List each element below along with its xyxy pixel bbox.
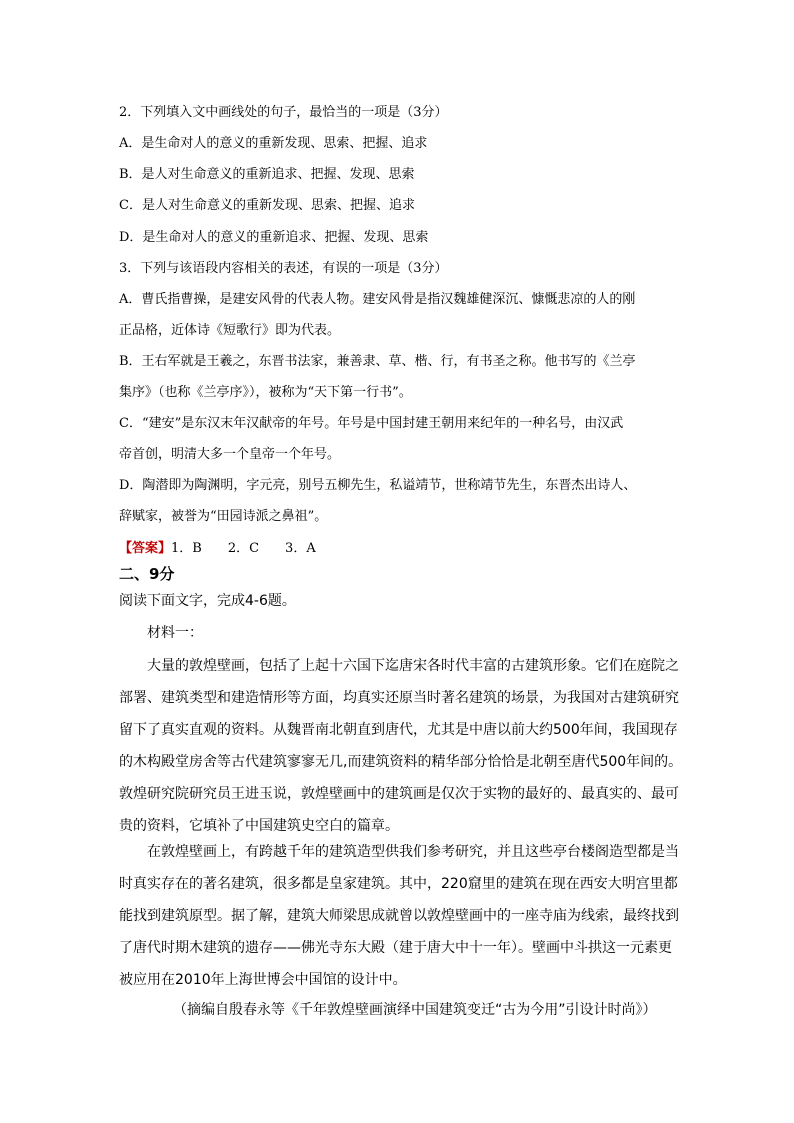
reading-instruction: 阅读下面文字，完成4-6题。 <box>119 593 296 609</box>
material-label: 材料一： <box>147 625 203 641</box>
paragraph2-line: 时真实存在的著名建筑，很多都是皇家建筑。其中，220窟里的建筑在现在西安大明宫里都 <box>119 876 678 892</box>
q2-option-c: C．是人对生命意义的重新发现、思索、把握、追求 <box>119 198 415 213</box>
paragraph1-line: 贵的资料，它填补了中国建筑史空白的篇章。 <box>119 818 399 834</box>
q2-option-b: B．是人对生命意义的重新追求、把握、发现、思索 <box>119 167 415 182</box>
q3-option-b-line1: B．王右军就是王羲之，东晋书法家，兼善隶、草、楷、行，有书圣之称。他书写的《兰亭 <box>119 354 636 369</box>
q3-option-d-line2: 辞赋家，被誉为“田园诗派之鼻祖”。 <box>119 509 328 524</box>
paragraph1-line: 敦煌研究院研究员王进玉说，敦煌壁画中的建筑画是仅次于实物的最好的、最真实的、最可 <box>119 786 679 802</box>
section-heading: 二、9分 <box>119 565 175 583</box>
q3-option-b-line2: 集序》（也称《兰亭序》），被称为“天下第一行书”。 <box>119 385 412 400</box>
q3-option-a-line1: A．曹氏指曹操，是建安风骨的代表人物。建安风骨是指汉魏雄健深沉、慷慨悲凉的人的刚 <box>119 292 636 307</box>
q3-option-d-line1: D．陶潜即为陶渊明，字元亮，别号五柳先生，私谥靖节，世称靖节先生，东晋杰出诗人、 <box>119 478 637 493</box>
q3-option-a-line2: 正品格，近体诗《短歌行》即为代表。 <box>119 323 341 338</box>
answer-label: 【答案】 <box>119 541 172 556</box>
paragraph1-line: 的木构殿堂房舍等古代建筑寥寥无几,而建筑资料的精华部分恰恰是北朝至唐代500年间的。 <box>119 754 683 770</box>
q3-option-c-line2: 帝首创，明清大多一个皇帝一个年号。 <box>119 447 341 462</box>
source-citation: （摘编自殷春永等《千年敦煌壁画演绎中国建筑变迁“古为今用”引设计时尚》） <box>173 1002 657 1018</box>
q2-stem: 2．下列填入文中画线处的句子，最恰当的一项是（3分） <box>119 105 448 120</box>
answer-values: 1．B 2．C 3．A <box>171 541 316 556</box>
paragraph1-line: 留下了真实直观的资料。从魏晋南北朝直到唐代，尤其是中唐以前大约500年间，我国现存 <box>119 722 678 738</box>
paragraph1-line: 大量的敦煌壁画，包括了上起十六国下迄唐宋各时代丰富的古建筑形象。它们在庭院之 <box>147 658 679 674</box>
q2-option-a: A．是生命对人的意义的重新发现、思索、把握、追求 <box>119 136 428 151</box>
paragraph2-line: 被应用在2010年上海世博会中国馆的设计中。 <box>119 972 407 988</box>
paragraph2-line: 能找到建筑原型。据了解，建筑大师梁思成就曾以敦煌壁画中的一座寺庙为线索，最终找到 <box>119 908 679 924</box>
paragraph2-line: 在敦煌壁画上，有跨越千年的建筑造型供我们参考研究，并且这些亭台楼阁造型都是当 <box>147 844 679 860</box>
paragraph2-line: 了唐代时期木建筑的遗存——佛光寺东大殿（建于唐大中十一年）。壁画中斗拱这一元素更 <box>119 940 672 956</box>
answer-line <box>119 539 316 559</box>
paragraph1-line: 部署、建筑类型和建造情形等方面，均真实还原当时著名建筑的场景，为我国对古建筑研究 <box>119 690 679 706</box>
q3-option-c-line1: C．“建安”是东汉末年汉献帝的年号。年号是中国封建王朝用来纪年的一种名号，由汉武 <box>119 416 624 431</box>
q2-option-d: D．是生命对人的意义的重新追求、把握、发现、思索 <box>119 230 429 245</box>
q3-stem: 3．下列与该语段内容相关的表述，有误的一项是（3分） <box>119 261 448 276</box>
